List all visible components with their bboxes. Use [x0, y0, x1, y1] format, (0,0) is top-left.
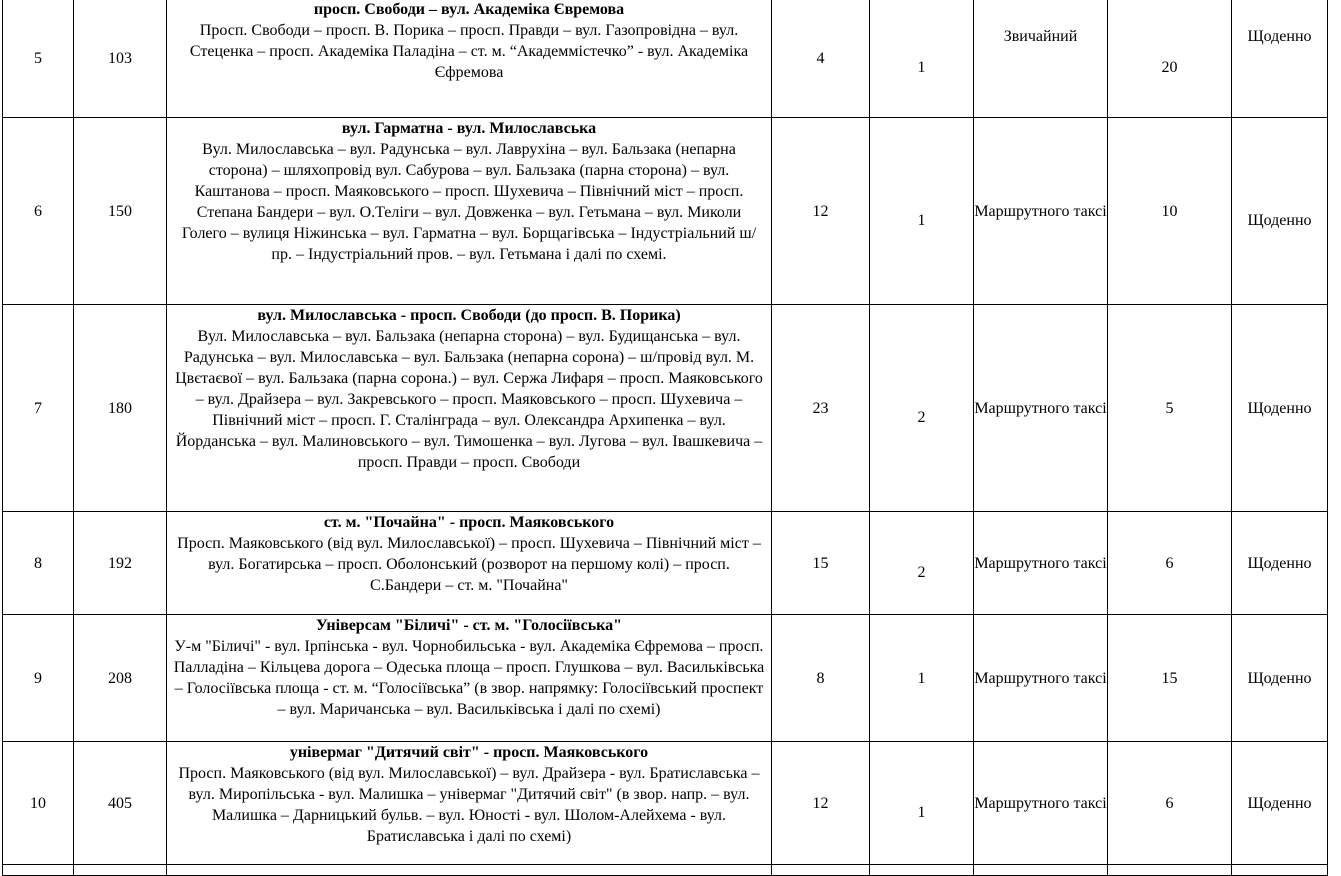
vehicle-count: 4 — [772, 0, 870, 118]
route-description — [167, 118, 772, 305]
empty-cell — [870, 865, 974, 876]
route-path: У-м "Біличі" - вул. Ірпінська - вул. Чорнобильська - вул. Академіка Єфремова – просп. Палладіна – Кільцева дорога – Одеська площа – просп. Глушкова – вул. Васильківська – Голосіївська площа - ст. м. “Голосіївська” (в звор. напрямку: Голосіївський проспект – вул. Маричанська – вул. Васильківська і далі по схемі) — [173, 638, 765, 718]
vehicle-count: 23 — [772, 305, 870, 512]
frequency: 20 — [1108, 0, 1232, 118]
route-description — [167, 0, 772, 118]
empty-cell — [74, 865, 167, 876]
route-number: 180 — [74, 305, 167, 512]
table-row — [3, 0, 1328, 118]
route-description — [167, 615, 772, 742]
frequency: 6 — [1108, 742, 1232, 865]
route-title: Універсам "Біличі" - ст. м. "Голосіївська" — [315, 617, 623, 634]
operating-mode: Щоденно — [1232, 615, 1328, 742]
row-number: 10 — [3, 742, 74, 865]
route-title: вул. Милославська - просп. Свободи (до просп. В. Порика) — [257, 307, 681, 324]
route-title: ст. м. "Почайна" - просп. Маяковського — [323, 514, 615, 531]
interval-class: 1 — [870, 0, 974, 118]
route-path: Просп. Маяковського (від вул. Милославської) – просп. Шухевича – Північний міст – вул. Богатирська – просп. Оболонський (розворот на першому колі) – просп. С.Бандери – ст. м. "Почайна" — [177, 535, 761, 594]
route-path: Вул. Милославська – вул. Радунська – вул. Лаврухіна – вул. Бальзака (непарна сторона) – шляхопровід вул. Сабурова – вул. Бальзака (парна сторона) – вул. Каштанова – просп. Маяковського – просп. Шухевича – Північний міст – просп. Степана Бандери – вул. О.Теліги – вул. Довженка – вул. Гетьмана – вул. Миколи Голего – вулиця Ніжинська – вул. Гарматна – вул. Борщагівська – Індустріальний ш/пр. – Індустріальний пров. – вул. Гетьмана і далі по схемі. — [181, 141, 757, 263]
frequency: 10 — [1108, 118, 1232, 305]
operating-mode: Щоденно — [1232, 742, 1328, 865]
route-description — [167, 305, 772, 512]
row-number: 6 — [3, 118, 74, 305]
table-row — [3, 118, 1328, 305]
frequency: 15 — [1108, 615, 1232, 742]
row-number: 9 — [3, 615, 74, 742]
row-number: 7 — [3, 305, 74, 512]
transport-type: Маршрутного таксі — [974, 512, 1108, 615]
route-number: 192 — [74, 512, 167, 615]
route-title: універмаг "Дитячий світ" - просп. Маяковського — [289, 744, 649, 761]
vehicle-count: 12 — [772, 118, 870, 305]
route-description — [167, 512, 772, 615]
empty-cell — [1232, 865, 1328, 876]
operating-mode: Щоденно — [1232, 305, 1328, 512]
interval-class: 2 — [870, 305, 974, 512]
routes-table — [2, 0, 1328, 876]
interval-class: 1 — [870, 118, 974, 305]
route-description — [167, 742, 772, 865]
route-number: 150 — [74, 118, 167, 305]
operating-mode: Щоденно — [1232, 0, 1328, 118]
empty-cell — [3, 865, 74, 876]
interval-class: 2 — [870, 512, 974, 615]
route-number: 103 — [74, 0, 167, 118]
frequency: 5 — [1108, 305, 1232, 512]
route-path: Просп. Маяковського (від вул. Милославської) – вул. Драйзера - вул. Братиславська – вул. Миропільська - вул. Малишка – універмаг "Дитячий світ" (в звор. напр. – вул. Малишка – Дарницький бульв. – вул. Юності - вул. Шолом-Алейхема - вул. Братиславська і далі по схемі) — [178, 765, 760, 845]
interval-class: 1 — [870, 742, 974, 865]
interval-class: 1 — [870, 615, 974, 742]
transport-type: Маршрутного таксі — [974, 742, 1108, 865]
table-row — [3, 742, 1328, 865]
operating-mode: Щоденно — [1232, 512, 1328, 615]
table-row — [3, 305, 1328, 512]
route-path: Вул. Милославська – вул. Бальзака (непарна сторона) – вул. Будищанська – вул. Радунська – вул. Милославська – вул. Бальзака (непарна сорона) – ш/провід вул. М. Цвєтаєвої – вул. Бальзака (парна сорона.) – вул. Сержа Лифаря – просп. Маяковського – вул. Драйзера – вул. Закревського – просп. Маяковського – просп. Шухевича – Північний міст – просп. Г. Сталінграда – вул. Олександра Архипенка – вул. Йорданська – вул. Малиновського – вул. Тимошенка – вул. Лугова – вул. Івашкевича – просп. Правди – просп. Свободи — [175, 328, 763, 471]
route-number: 208 — [74, 615, 167, 742]
route-title: просп. Свободи – вул. Академіка Євремова — [313, 1, 625, 18]
empty-cell — [1108, 865, 1232, 876]
vehicle-count: 15 — [772, 512, 870, 615]
table-row — [3, 615, 1328, 742]
table-row — [3, 512, 1328, 615]
table-row-partial — [3, 865, 1328, 876]
transport-type: Маршрутного таксі — [974, 118, 1108, 305]
vehicle-count: 12 — [772, 742, 870, 865]
empty-cell — [974, 865, 1108, 876]
vehicle-count: 8 — [772, 615, 870, 742]
empty-cell — [167, 865, 772, 876]
frequency: 6 — [1108, 512, 1232, 615]
transport-type: Звичайний — [974, 0, 1108, 118]
transport-type: Маршрутного таксі — [974, 305, 1108, 512]
transport-type: Маршрутного таксі — [974, 615, 1108, 742]
row-number: 5 — [3, 0, 74, 118]
operating-mode: Щоденно — [1232, 118, 1328, 305]
route-title: вул. Гарматна - вул. Милославська — [341, 120, 597, 137]
empty-cell — [772, 865, 870, 876]
row-number: 8 — [3, 512, 74, 615]
route-path: Просп. Свободи – просп. В. Порика – просп. Правди – вул. Газопровідна – вул. Стеценка – просп. Академіка Паладіна – ст. м. “Академмістечко” - вул. Академіка Єфремова — [189, 22, 749, 81]
route-number: 405 — [74, 742, 167, 865]
